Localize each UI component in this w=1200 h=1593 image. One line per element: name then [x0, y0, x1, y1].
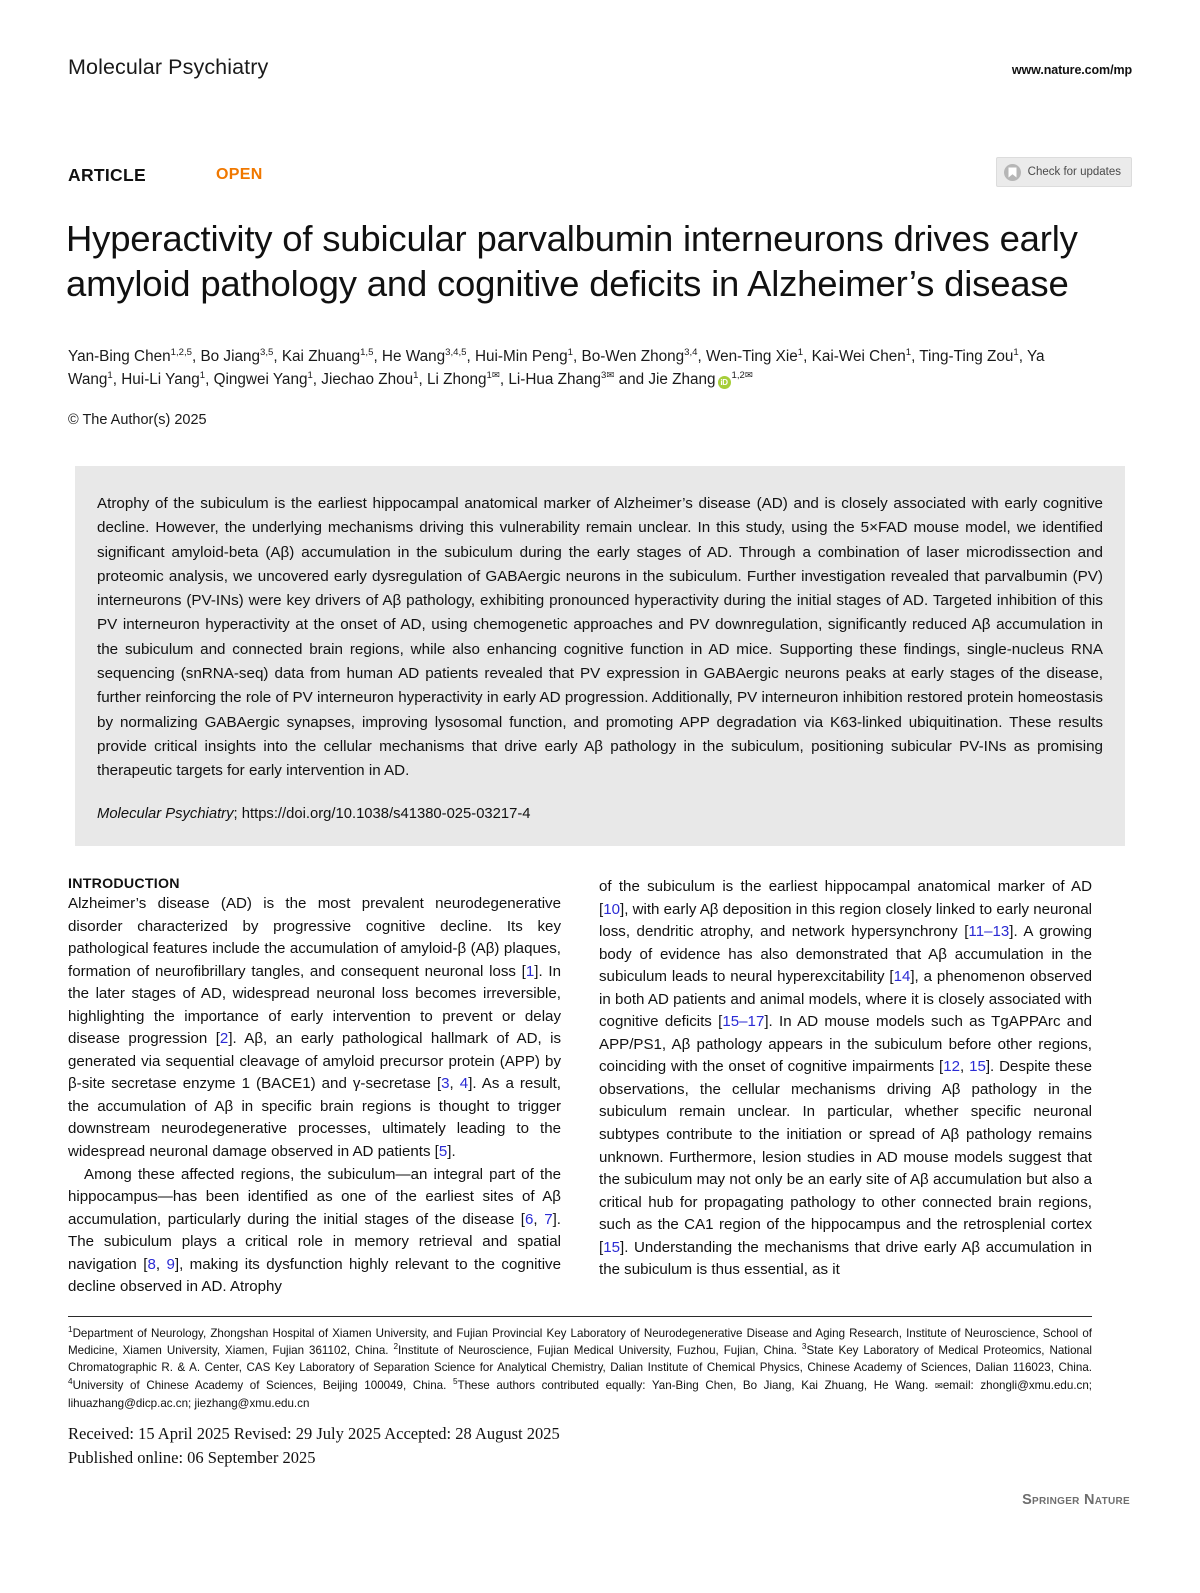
publisher-logo: Springer Nature — [1022, 1492, 1130, 1508]
intro-paragraph-1: Alzheimer’s disease (AD) is the most prevalent neurodegenerative disorder characterized by progressive cognitive decline. Its key pathological features include the accumulation of amyloid-β (Aβ) plaques, formation of neurofibrillary tangles, and consequent neuronal loss [1]. In the later stages of AD, widespread neuronal loss becomes irreversible, highlighting the importance of early intervention to prevent or delay disease progression [2]. Aβ, an early pathological hallmark of AD, is generated via sequential cleavage of amyloid precursor protein (APP) by β-site secretase enzyme 1 (BACE1) and γ-secretase [3, 4]. As a result, the accumulation of Aβ in specific brain regions is thought to trigger downstream neurodegenerative processes, ultimately leading to the widespread neuronal damage observed in AD patients [5]. — [68, 895, 562, 1161]
check-for-updates-badge[interactable] — [996, 157, 1132, 187]
published-online-line: Published online: 06 September 2025 — [68, 1448, 316, 1467]
check-for-updates-label: Check for updates — [1027, 166, 1121, 178]
journal-name: Molecular Psychiatry — [68, 55, 269, 79]
kicker-row — [68, 165, 1132, 195]
body-column-left — [68, 876, 561, 1299]
crossmark-icon — [1004, 164, 1021, 181]
page-title: Hyperactivity of subicular parvalbumin interneurons drives early amyloid pathology and cognitive deficits in Alzheimer’s disease — [66, 218, 1078, 305]
affiliations-block: $^1$Department of Neurology, Zhongshan Hospital of Xiamen University, and Fujian Provincial Key Laboratory of Neurodegenerative Disease and Aging Research, Institute of Neuroscience, School of Medicine, Xiamen University, Xiamen, Fujian 361102, China. $^2$Institute of Neuroscience, Fujian Medical University, Fuzhou, Fujian, China. $^3$State Key Laboratory of Medical Proteomics, National Chromatographic R. & A. Center, CAS Key Laboratory of Separation Science for Analytical Chemistry, Dalian Institute of Chemical Physics, Chinese Academy of Sciences, Dalian 116023, China. $^4$University of Chinese Academy of Sciences, Beijing 100049, China. $^5$These authors contributed equally: Yan-Bing Chen, Bo Jiang, Kai Zhuang, He Wang. ✉email: zhongli@xmu.edu.cn; lihuazhang@dicp.ac.cn; jiezhang@xmu.edu.cn — [68, 1325, 1093, 1410]
body-column-right — [599, 876, 1092, 1299]
copyright-line: © The Author(s) 2025 — [68, 412, 207, 428]
publication-dates — [68, 1422, 768, 1470]
intro-paragraph-2: Among these affected regions, the subiculum—an integral part of the hippocampus—has been identified as one of the earliest sites of Aβ accumulation, particularly during the initial stages of the disease [6, 7]. The subiculum plays a critical role in memory retrieval and spatial navigation [8, 9], making its dysfunction highly relevant to the cognitive decline observed in AD. Atrophy — [68, 1165, 562, 1296]
author-list: Yan-Bing Chen$^{1,2,5}$, Bo Jiang$^{3,5}$, Kai Zhuang$^{1,5}$, He Wang$^{3,4,5}$, Hui-Min Peng$^1$, Bo-Wen Zhong$^{3,4}$, Wen-Ting Xie$^1$, Kai-Wei Chen$^1$, Ting-Ting Zou$^1$, Ya Wang$^1$, Hui-Li Yang$^1$, Qingwei Yang$^1$, Jiechao Zhou$^1$, Li Zhong$^{1✉}$, Li-Hua Zhang$^{3✉}$ and Jie Zhang $iD^{1,2✉}$ — [68, 346, 1045, 388]
abstract-doi-line — [97, 806, 1103, 822]
body-columns — [68, 876, 1092, 1299]
intro-paragraph-2-continued: of the subiculum is the earliest hippocampal anatomical marker of AD [10], with early Aβ deposition in this region closely linked to early neuronal loss, dendritic atrophy, and network hypersynchrony [11–13]. A growing body of evidence has also demonstrated that Aβ accumulation in the subiculum leads to neural hyperexcitability [14], a phenomenon observed in both AD patients and animal models, where it is closely associated with cognitive deficits [15–17]. In AD mouse models such as TgAPPArc and APP/PS1, Aβ pathology appears in the subiculum before other regions, coinciding with the onset of cognitive impairments [12, 15]. Despite these observations, the cellular mechanisms driving Aβ pathology in the subiculum remain unclear. In particular, whether specific neuronal subtypes contribute to the initiation or spread of Aβ pathology remains unknown. Furthermore, lesion studies in AD mouse models suggest that the subiculum may not only be an early site of Aβ accumulation but also a critical hub for propagating pathology to other connected brain regions, such as the CA1 region of the hippocampus and the retrosplenial cortex [15]. Understanding the mechanisms that drive early Aβ accumulation in the subiculum is thus essential, as it — [599, 878, 1093, 1279]
abstract-box — [75, 466, 1125, 846]
running-head — [68, 55, 1132, 80]
footnote-divider — [68, 1316, 1092, 1317]
open-access-label: OPEN — [216, 166, 263, 183]
abstract-doi[interactable]: ; https://doi.org/10.1038/s41380-025-03217-4 — [233, 805, 531, 822]
section-heading-introduction: INTRODUCTION — [68, 876, 180, 892]
received-revised-accepted-line: Received: 15 April 2025 Revised: 29 July 2025 Accepted: 28 August 2025 — [68, 1424, 560, 1443]
abstract-journal-name: Molecular Psychiatry — [97, 805, 234, 822]
abstract-text: Atrophy of the subiculum is the earliest hippocampal anatomical marker of Alzheimer’s disease (AD) and is closely associated with early cognitive decline. However, the underlying mechanisms driving this vulnerability remain unclear. In this study, using the 5×FAD mouse model, we identified significant amyloid-beta (Aβ) accumulation in the subiculum during the early stages of AD. Through a combination of laser microdissection and proteomic analysis, we uncovered early dysregulation of GABAergic neurons in the subiculum. Further investigation revealed that parvalbumin (PV) interneurons (PV-INs) were key drivers of Aβ pathology, exhibiting pronounced hyperactivity during the initial stages of AD. Targeted inhibition of this PV interneuron hyperactivity at the onset of AD, using chemogenetic approaches and PV downregulation, significantly reduced Aβ accumulation in the subiculum and connected brain regions, while also enhancing cognitive function in AD mice. Supporting these findings, single-nucleus RNA sequencing (snRNA-seq) data from human AD patients revealed that PV expression in GABAergic neurons peaks at early stages of the disease, further reinforcing the role of PV interneuron hyperactivity in early AD progression. Additionally, PV interneuron inhibition restored protein homeostasis by normalizing GABAergic synapses, improving lysosomal function, and promoting APP degradation via K63-linked ubiquitination. These results provide critical insights into the cellular mechanisms that drive early Aβ pathology in the subiculum, positioning subicular PV-INs as promising therapeutic targets for early intervention in AD. — [97, 495, 1103, 780]
journal-url[interactable]: www.nature.com/mp — [1011, 63, 1132, 77]
article-type-label: ARTICLE — [68, 165, 146, 185]
